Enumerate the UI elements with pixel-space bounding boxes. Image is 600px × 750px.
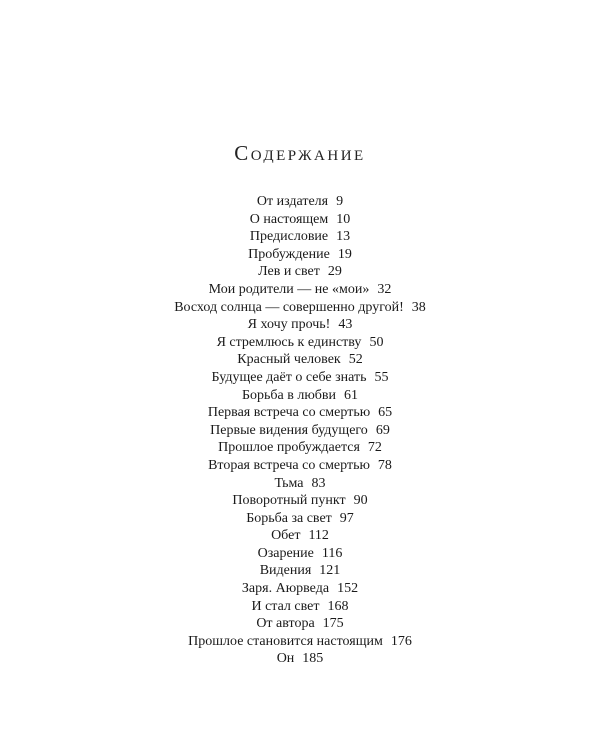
toc-entry-page-number: 97 [339,510,354,526]
toc-entry[interactable] [0,422,600,440]
toc-entry-page-number: 10 [336,211,351,227]
toc-entry[interactable] [0,650,600,668]
toc-entry-page-number: 72 [367,440,382,456]
toc-entry-title: Вторая встреча со смертью [208,457,370,473]
toc-entry-title: Я стремлюсь к единству [216,334,362,350]
toc-entry[interactable] [0,211,600,229]
toc-entry-page-number: 32 [377,281,392,297]
toc-entry-page-number: 78 [377,457,392,473]
toc-entry-page-number: 83 [311,475,326,491]
toc-entry-title: Он [276,651,295,667]
toc-entry[interactable] [0,562,600,580]
toc-entry-page-number: 168 [327,598,349,614]
toc-entry-page-number: 61 [344,387,359,403]
toc-entry[interactable] [0,351,600,369]
toc-entry-title: О настоящем [249,211,329,227]
toc-entry-title: Пробуждение [248,246,330,262]
toc-entry[interactable] [0,475,600,493]
toc-entry-page-number: 90 [353,493,368,509]
contents-heading: Содержание [234,141,366,165]
toc-entry[interactable] [0,615,600,633]
toc-entry[interactable] [0,281,600,299]
toc-entry-page-number: 112 [308,528,329,544]
table-of-contents [0,193,600,668]
toc-entry[interactable] [0,299,600,317]
toc-entry-title: Борьба за свет [246,510,332,526]
toc-entry-title: Видения [259,563,312,579]
toc-entry[interactable] [0,492,600,510]
toc-entry-title: От издателя [256,194,329,209]
toc-entry-page-number: 50 [369,334,384,350]
toc-entry[interactable] [0,580,600,598]
toc-entry-page-number: 121 [319,563,341,579]
toc-entry-title: Первые видения будущего [210,422,368,438]
toc-entry-page-number: 69 [375,422,390,438]
toc-entry-page-number: 65 [378,405,393,421]
toc-entry-title: Лев и свет [258,264,320,280]
toc-entry-page-number: 52 [348,352,363,368]
toc-entry[interactable] [0,228,600,246]
toc-entry-page-number: 175 [322,616,344,632]
toc-entry-page-number: 152 [337,581,359,597]
toc-entry[interactable] [0,439,600,457]
toc-entry-page-number: 9 [336,194,344,209]
toc-entry[interactable] [0,527,600,545]
toc-entry-page-number: 116 [321,545,343,561]
toc-entry-title: Прошлое становится настоящим [188,633,383,649]
toc-entry-page-number: 185 [302,651,324,667]
toc-entry[interactable] [0,387,600,405]
toc-entry-title: Заря. Аюрведа [241,581,330,597]
toc-entry[interactable] [0,633,600,651]
toc-entry-title: Тьма [274,475,304,491]
toc-entry-title: Предисловие [249,229,329,245]
toc-entry-title: Мои родители — не «мои» [208,281,370,297]
toc-entry-title: Красный человек [237,352,341,368]
toc-entry[interactable] [0,404,600,422]
toc-entry[interactable] [0,193,600,211]
toc-entry-title: Борьба в любви [241,387,337,403]
toc-entry[interactable] [0,334,600,352]
toc-entry[interactable] [0,246,600,264]
toc-entry-title: Восход солнца — совершенно другой! [174,299,404,315]
toc-entry-title: И стал свет [251,598,320,614]
toc-entry[interactable] [0,598,600,616]
toc-entry-title: Первая встреча со смертью [207,405,371,421]
toc-entry-page-number: 29 [327,264,342,280]
toc-entry-page-number: 43 [338,317,353,333]
toc-entry-title: Прошлое пробуждается [218,440,360,456]
toc-entry[interactable] [0,263,600,281]
toc-entry-page-number: 38 [411,299,426,315]
toc-entry[interactable] [0,369,600,387]
toc-entry-page-number: 176 [390,633,412,649]
toc-entry-title: Будущее даёт о себе знать [211,369,367,385]
toc-entry-title: Поворотный пункт [232,493,346,509]
toc-entry-page-number: 55 [374,369,389,385]
toc-entry[interactable] [0,457,600,475]
toc-entry-title: Я хочу прочь! [247,317,331,333]
toc-entry-title: Озарение [257,545,314,561]
toc-entry-page-number: 13 [336,229,351,245]
toc-entry-page-number: 19 [337,246,352,262]
toc-entry[interactable] [0,510,600,528]
toc-entry[interactable] [0,316,600,334]
toc-entry-title: Обет [271,528,301,544]
toc-entry-title: От автора [256,616,315,632]
toc-entry[interactable] [0,545,600,563]
